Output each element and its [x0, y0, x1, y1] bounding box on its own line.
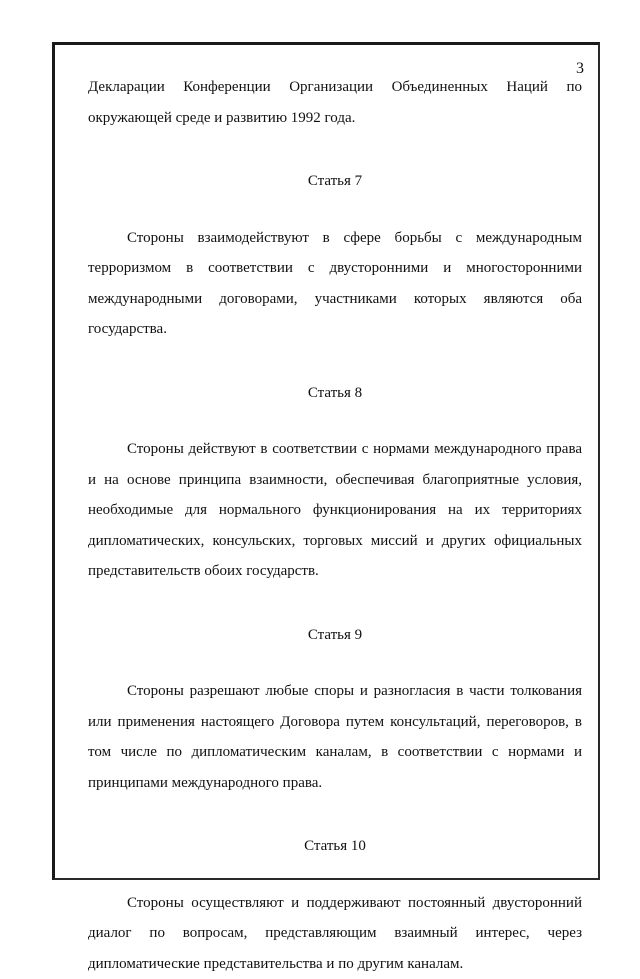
spacer — [88, 798, 582, 831]
spacer — [88, 133, 582, 166]
article-9-text: Стороны разрешают любые споры и разногласия в части толкования или применения настоящего Договора путем консультаций, переговоров, в том числе по дипломатическим каналам, в соответствии с нормами и принципами международного права. — [88, 676, 582, 798]
spacer — [88, 197, 582, 223]
spacer — [88, 650, 582, 676]
continuation-paragraph: Декларации Конференции Организации Объединенных Наций по окружающей среде и развитию 1992 года. — [88, 72, 582, 133]
article-8-text: Стороны действуют в соответствии с нормами международного права и на основе принципа взаимности, обеспечивая благоприятные условия, необходимые для нормального функционирования на их территориях дипломатических, консульских, торговых миссий и других официальных представительств обоих государств. — [88, 434, 582, 587]
spacer — [88, 408, 582, 434]
page-number: 3 — [576, 59, 584, 79]
article-7-text: Стороны взаимодействуют в сфере борьбы с международным терроризмом в соответствии с двусторонними и многосторонними международными договорами, участниками которых являются оба государства. — [88, 223, 582, 345]
spacer — [88, 587, 582, 620]
article-8-heading: Статья 8 — [88, 378, 582, 409]
article-10-text: Стороны осуществляют и поддерживают постоянный двусторонний диалог по вопросам, представляющим взаимный интерес, через дипломатические представительства и по другим каналам. — [88, 888, 582, 979]
article-9-heading: Статья 9 — [88, 620, 582, 651]
document-body — [88, 72, 582, 979]
article-10-heading: Статья 10 — [88, 831, 582, 862]
spacer — [88, 862, 582, 888]
article-7-heading: Статья 7 — [88, 166, 582, 197]
spacer — [88, 345, 582, 378]
